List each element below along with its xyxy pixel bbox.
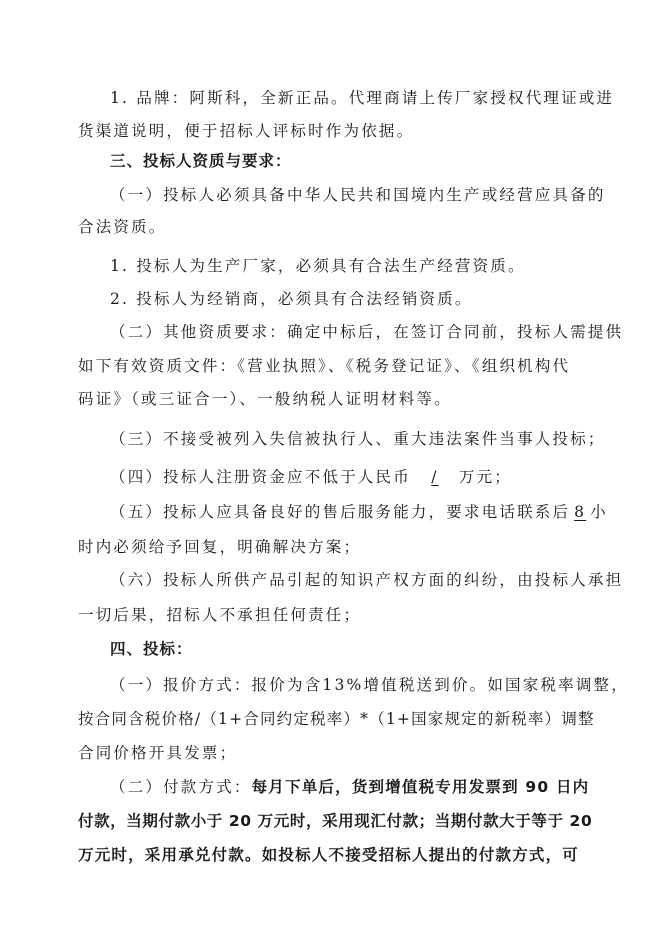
paragraph-qual-5 bbox=[110, 502, 620, 522]
section-heading-bidding: 四、投标： bbox=[110, 640, 193, 658]
list-item-manufacturer: 1. 投标人为生产厂家，必须具有合法生产经营资质。 bbox=[110, 257, 526, 275]
paragraph-brand-cont: 货渠道说明，便于招标人评标时作为依据。 bbox=[78, 122, 415, 140]
paragraph-payment bbox=[110, 777, 620, 797]
qual-5-text: （五）投标人应具备良好的售后服务能力，要求电话联系后 bbox=[110, 503, 571, 521]
paragraph-qual-2: （二）其他资质要求：确定中标后，在签订合同前，投标人需提供 bbox=[110, 323, 624, 341]
paragraph-qual-3: （三）不接受被列入失信被执行人、重大违法案件当事人投标； bbox=[110, 430, 606, 448]
paragraph-qual-5-cont: 时内必须给予回复，明确解决方案； bbox=[78, 538, 362, 556]
registered-capital-blank: / bbox=[431, 468, 439, 486]
paragraph-qual-6: （六）投标人所供产品引起的知识产权方面的纠纷，由投标人承担 bbox=[110, 571, 624, 589]
paragraph-quotation-cont: 按合同含税价格/（1+合同约定税率）*（1+国家规定的新税率）调整 bbox=[78, 710, 595, 728]
paragraph-payment-cont2 bbox=[78, 845, 588, 865]
response-hours-blank: 8 bbox=[574, 503, 587, 521]
paragraph-qual-2-cont2: 码证》（或三证合一）、一般纳税人证明材料等。 bbox=[78, 390, 452, 408]
paragraph-qual-4 bbox=[110, 467, 620, 487]
qual-5-tail: 小 bbox=[590, 503, 608, 521]
paragraph-qual-1: （一）投标人必须具备中华人民共和国境内生产或经营应具备的 bbox=[110, 186, 606, 204]
payment-label: （二）付款方式： bbox=[110, 778, 252, 796]
paragraph-brand: 1. 品牌：阿斯科，全新正品。代理商请上传厂家授权代理证或进 bbox=[110, 89, 615, 107]
section-heading-qualifications: 三、投标人资质与要求： bbox=[110, 152, 292, 170]
paragraph-payment-cont: 付款，当期付款小于 20 万元时，采用现汇付款；当期付款大于等于 20 bbox=[78, 812, 593, 830]
paragraph-qual-6-cont: 一切后果，招标人不承担任何责任； bbox=[78, 606, 362, 624]
paragraph-quotation: （一）报价方式：报价为含13%增值税送到价。如国家税率调整， bbox=[110, 676, 629, 694]
payment-acceptance-bold: 万元时，采用承兑付款。 bbox=[78, 846, 262, 864]
payment-terms-bold: 每月下单后，货到增值税专用发票到 90 日内 bbox=[251, 778, 590, 796]
paragraph-qual-1-cont: 合法资质。 bbox=[78, 218, 167, 236]
paragraph-qual-2-cont: 如下有效资质文件：《营业执照》、《税务登记证》、《组织机构代 bbox=[78, 357, 571, 375]
qual-4-unit: 万元； bbox=[458, 468, 513, 486]
list-item-distributor: 2. 投标人为经销商，必须具有合法经销资质。 bbox=[110, 290, 473, 308]
qual-4-text: （四）投标人注册资金应不低于人民币 bbox=[110, 468, 411, 486]
paragraph-quotation-cont2: 合同价格开具发票； bbox=[78, 744, 238, 762]
payment-alt-bold: 如投标人不接受招标人提出的付款方式，可 bbox=[261, 846, 580, 864]
